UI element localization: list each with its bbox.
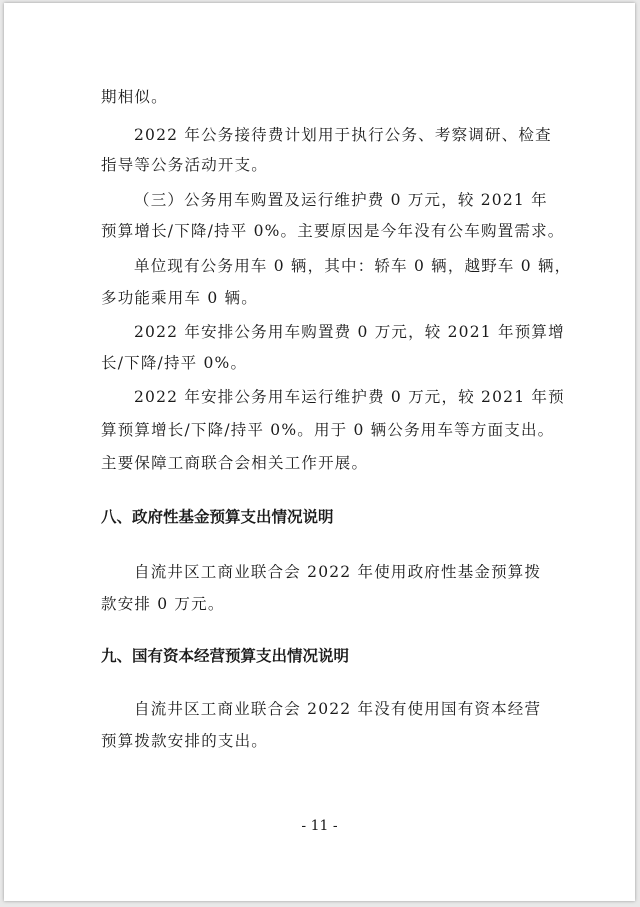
text-line: 预算增长/下降/持平 0%。主要原因是今年没有公车购置需求。: [101, 222, 565, 240]
text-line: 多功能乘用车 0 辆。: [101, 289, 258, 307]
section-heading-state-capital: 九、国有资本经营预算支出情况说明: [101, 647, 350, 665]
text-line: 长/下降/持平 0%。: [101, 354, 248, 372]
text-line: 自流井区工商业联合会 2022 年使用政府性基金预算拨: [134, 563, 542, 581]
text-line: 预算拨款安排的支出。: [101, 732, 269, 750]
text-line: 2022 年安排公务用车运行维护费 0 万元，较 2021 年预: [134, 388, 565, 406]
text-line: 单位现有公务用车 0 辆，其中：轿车 0 辆，越野车 0 辆，: [134, 257, 572, 275]
text-line: （三）公务用车购置及运行维护费 0 万元，较 2021 年: [134, 191, 548, 209]
text-line: 算预算增长/下降/持平 0%。用于 0 辆公务用车等方面支出。: [101, 421, 555, 439]
text-line: 款安排 0 万元。: [101, 595, 225, 613]
text-line: 自流井区工商业联合会 2022 年没有使用国有资本经营: [134, 700, 542, 718]
section-heading-government-fund: 八、政府性基金预算支出情况说明: [101, 508, 334, 526]
text-line: 主要保障工商联合会相关工作开展。: [101, 454, 369, 472]
document-page: [4, 3, 635, 901]
text-line: 指导等公务活动开支。: [101, 156, 269, 174]
text-line: 期相似。: [101, 88, 168, 106]
text-line: 2022 年安排公务用车购置费 0 万元，较 2021 年预算增: [134, 323, 565, 341]
text-line: 2022 年公务接待费计划用于执行公务、考察调研、检查: [134, 126, 552, 144]
page-number: - 11 -: [301, 818, 338, 834]
